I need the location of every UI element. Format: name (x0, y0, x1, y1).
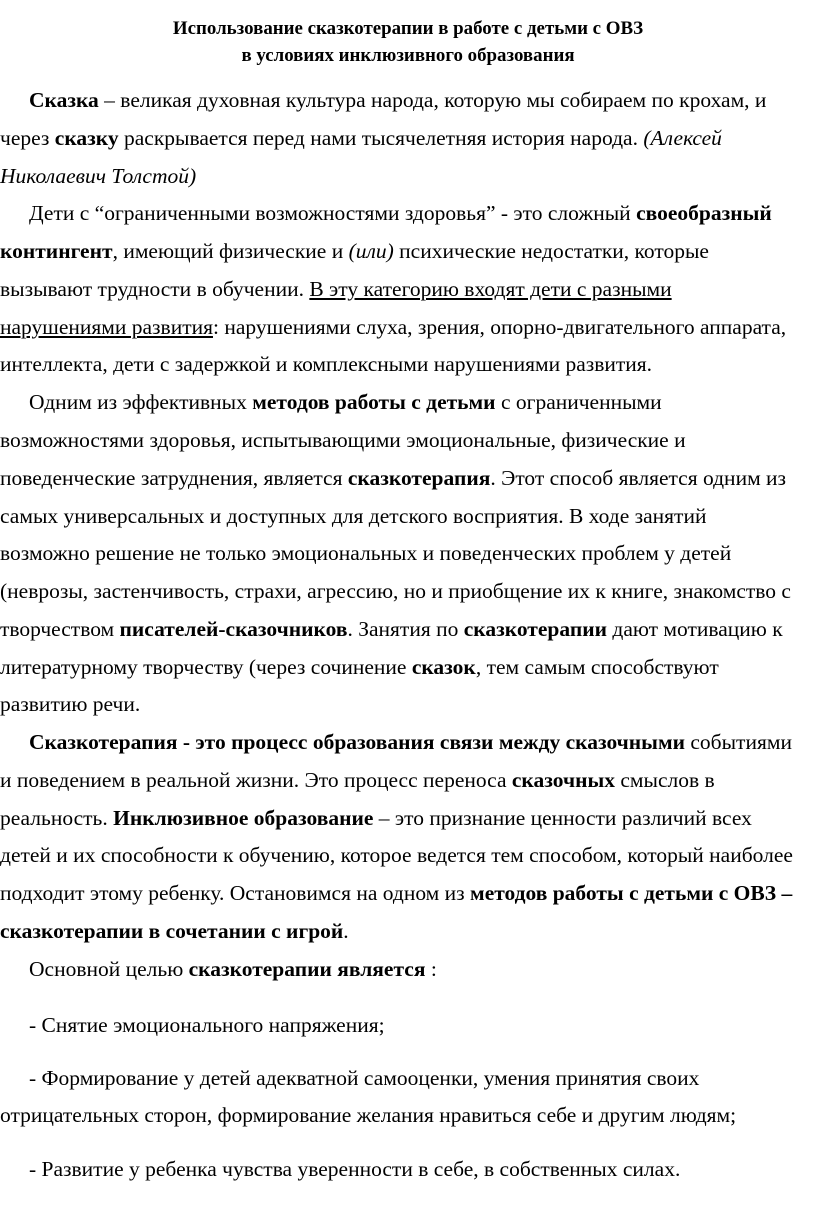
paragraph-2-line-1: Дети с “ограниченными возможностями здоровья” - это сложный своеобразный (29, 201, 772, 225)
paragraph-3-line-5: возможно решение не только эмоциональных и поведенческих проблем у детей (0, 541, 732, 565)
paragraph-5-line-1: Основной целью сказкотерапии является : (29, 957, 437, 981)
paragraph-3-line-6: (неврозы, застенчивость, страхи, агрессию, но и приобщение их к книге, знакомство с (0, 579, 791, 603)
paragraph-3-line-1: Одним из эффективных методов работы с детьми с ограниченными (29, 390, 662, 414)
paragraph-3-line-4: самых универсальных и доступных для детского восприятия. В ходе занятий (0, 504, 707, 528)
document-title-line-2: в условиях инклюзивного образования (241, 45, 575, 66)
paragraph-4-line-4: детей и их способности к обучению, которое ведется тем способом, который наиболее (0, 843, 793, 867)
document-title-line-1: Использование сказкотерапии в работе с детьми с ОВЗ (172, 18, 644, 39)
paragraph-3-line-7: творчеством писателей-сказочников. Занятия по сказкотерапии дают мотивацию к (0, 617, 783, 641)
paragraph-4-line-6: сказкотерапии в сочетании с игрой. (0, 919, 349, 943)
goal-list-item-2-line-2: отрицательных сторон, формирование желания нравиться себе и другим людям; (0, 1103, 737, 1127)
paragraph-3-line-3: поведенческие затруднения, является сказкотерапия. Этот способ является одним из (0, 466, 787, 490)
paragraph-3-line-2: возможностями здоровья, испытывающими эмоциональные, физические и (0, 428, 686, 452)
paragraph-4-line-2: и поведением в реальной жизни. Это процесс переноса сказочных смыслов в (0, 768, 715, 792)
paragraph-3-line-9: развитию речи. (0, 692, 141, 716)
goal-list-item-3: - Развитие у ребенка чувства уверенности в себе, в собственных силах. (29, 1157, 681, 1181)
paragraph-2-line-2: контингент, имеющий физические и (или) психические недостатки, которые (0, 239, 709, 263)
paragraph-2-line-4: нарушениями развития: нарушениями слуха, зрения, опорно-двигательного аппарата, (0, 315, 787, 339)
paragraph-4-line-3: реальность. Инклюзивное образование – это признание ценности различий всех (0, 806, 752, 830)
paragraph-4-line-5: подходит этому ребенку. Остановимся на одном из методов работы с детьми с ОВЗ – (0, 881, 793, 905)
paragraph-1-line-3: Николаевич Толстой) (0, 164, 197, 188)
goal-list-item-1: - Снятие эмоционального напряжения; (29, 1013, 385, 1037)
paragraph-3-line-8: литературному творчеству (через сочинение сказок, тем самым способствуют (0, 655, 719, 679)
paragraph-2-line-3: вызывают трудности в обучении. В эту категорию входят дети с разными (0, 277, 672, 301)
goal-list-item-2-line-1: - Формирование у детей адекватной самооценки, умения принятия своих (29, 1066, 700, 1090)
paragraph-4-line-1: Сказкотерапия - это процесс образования связи между сказочными событиями (29, 730, 792, 754)
paragraph-2-line-5: интеллекта, дети с задержкой и комплексными нарушениями развития. (0, 352, 653, 376)
paragraph-1-line-2: через сказку раскрывается перед нами тысячелетняя история народа. (Алексей (0, 126, 722, 150)
paragraph-1-line-1: Сказка – великая духовная культура народа, которую мы собираем по крохам, и (29, 88, 767, 112)
